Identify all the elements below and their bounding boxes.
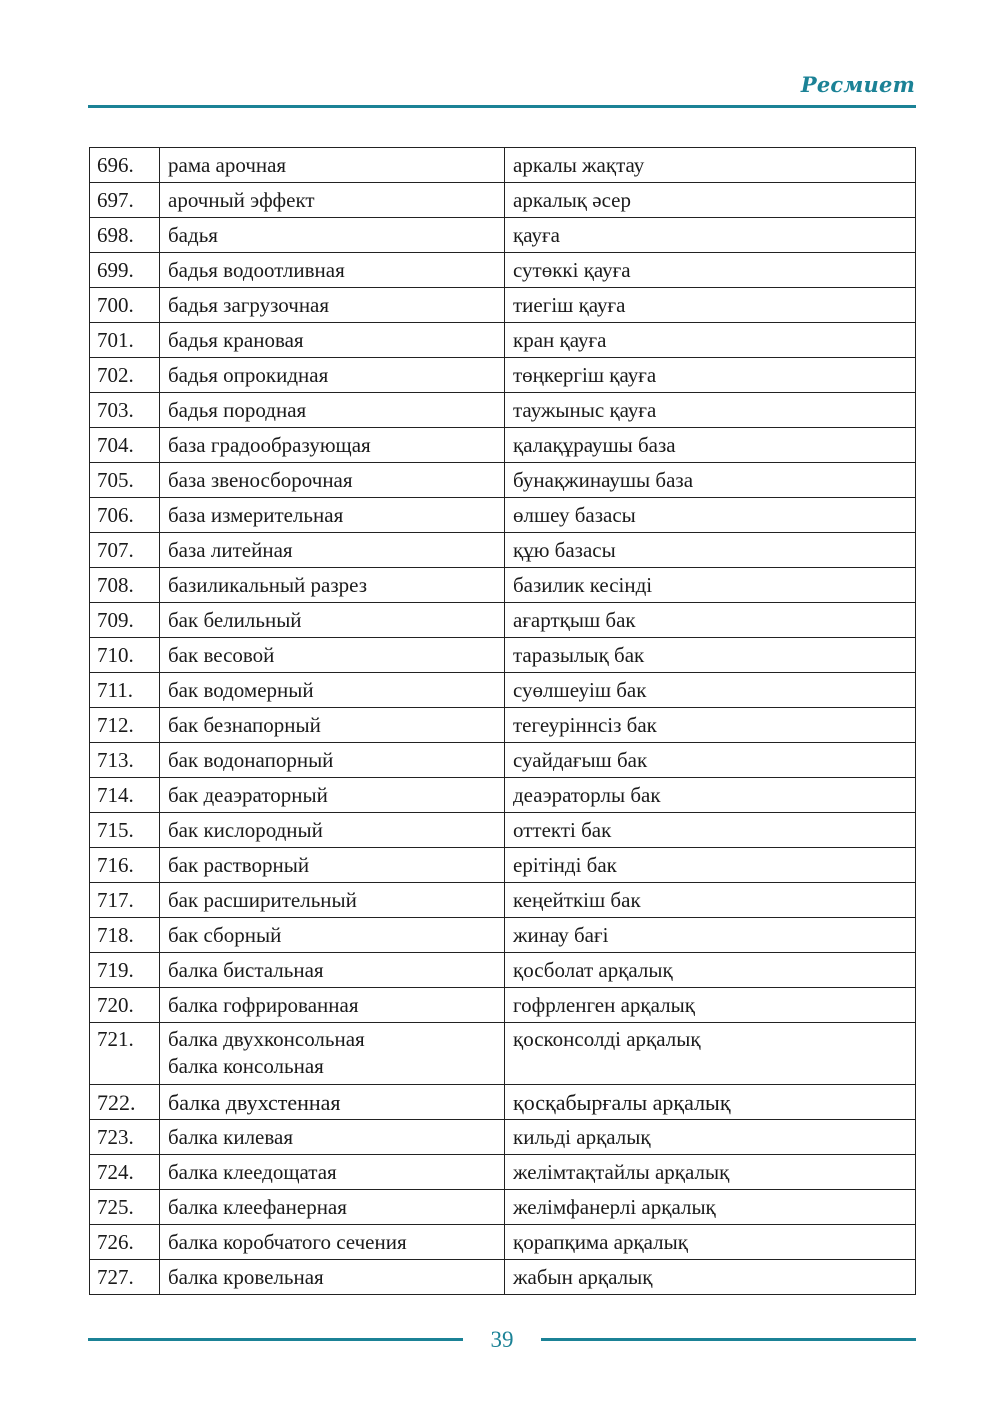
table-row: [90, 253, 916, 288]
russian-term: бак растворный: [168, 853, 310, 877]
russian-term: базиликальный разрез: [168, 573, 368, 597]
table-row: [90, 533, 916, 568]
table-row: [90, 988, 916, 1023]
russian-term: бадья крановая: [168, 328, 304, 352]
entry-number: 710.: [90, 638, 160, 673]
kazakh-term: қалақұраушы база: [505, 428, 916, 463]
russian-term-cell: [160, 1260, 505, 1295]
entry-number: 718.: [90, 918, 160, 953]
russian-term: бадья: [168, 223, 218, 247]
glossary-body: [90, 148, 916, 1295]
kazakh-term: базилик кесінді: [505, 568, 916, 603]
entry-number: 696.: [90, 148, 160, 183]
russian-term-cell: [160, 1225, 505, 1260]
entry-number: 706.: [90, 498, 160, 533]
table-row: [90, 568, 916, 603]
entry-number: 699.: [90, 253, 160, 288]
table-row: [90, 1085, 916, 1120]
header-rule: [88, 105, 916, 108]
russian-term: балка коробчатого сечения: [168, 1230, 407, 1254]
russian-term-cell: [160, 1190, 505, 1225]
entry-number: 709.: [90, 603, 160, 638]
table-row: [90, 218, 916, 253]
kazakh-term: деаэраторлы бак: [505, 778, 916, 813]
kazakh-term: ағартқыш бак: [505, 603, 916, 638]
kazakh-term: аркалы жақтау: [505, 148, 916, 183]
russian-term-cell: [160, 638, 505, 673]
entry-number: 703.: [90, 393, 160, 428]
russian-term-cell: [160, 1085, 505, 1120]
russian-term: бадья загрузочная: [168, 293, 330, 317]
russian-term: бак деаэраторный: [168, 783, 328, 807]
russian-term-cell: [160, 603, 505, 638]
russian-term-cell: [160, 1120, 505, 1155]
footer-rule-right: [541, 1338, 916, 1341]
kazakh-term: өлшеу базасы: [505, 498, 916, 533]
russian-term: балка двухстенная: [168, 1090, 341, 1115]
russian-term-cell: [160, 883, 505, 918]
footer-rule-left: [88, 1338, 463, 1341]
table-row: [90, 883, 916, 918]
russian-term-cell: [160, 498, 505, 533]
table-row: [90, 708, 916, 743]
kazakh-term: қосконсолді арқалық: [505, 1023, 916, 1085]
table-row: [90, 953, 916, 988]
entry-number: 712.: [90, 708, 160, 743]
kazakh-term: кильді арқалық: [505, 1120, 916, 1155]
entry-number: 698.: [90, 218, 160, 253]
entry-number: 708.: [90, 568, 160, 603]
entry-number: 721.: [90, 1023, 160, 1085]
russian-term-cell: [160, 1155, 505, 1190]
entry-number: 723.: [90, 1120, 160, 1155]
russian-term-cell: [160, 358, 505, 393]
kazakh-term: желімфанерлі арқалық: [505, 1190, 916, 1225]
russian-term: бак сборный: [168, 923, 282, 947]
table-row: [90, 638, 916, 673]
russian-term-cell: [160, 183, 505, 218]
entry-number: 713.: [90, 743, 160, 778]
kazakh-term: қорапқима арқалық: [505, 1225, 916, 1260]
russian-term: бак кислородный: [168, 818, 323, 842]
kazakh-term: сутөккі қауға: [505, 253, 916, 288]
kazakh-term: суөлшеуіш бак: [505, 673, 916, 708]
entry-number: 726.: [90, 1225, 160, 1260]
kazakh-term: қосқабырғалы арқалық: [505, 1085, 916, 1120]
entry-number: 722.: [90, 1085, 160, 1120]
kazakh-term: төңкергіш қауға: [505, 358, 916, 393]
kazakh-term: таужыныс қауға: [505, 393, 916, 428]
russian-term: бак водонапорный: [168, 748, 334, 772]
russian-term: база градообразующая: [168, 433, 371, 457]
russian-term: бак водомерный: [168, 678, 314, 702]
table-row: [90, 1155, 916, 1190]
russian-term: бак расширительный: [168, 888, 357, 912]
russian-term: база литейная: [168, 538, 293, 562]
russian-term-cell: [160, 743, 505, 778]
entry-number: 715.: [90, 813, 160, 848]
russian-term: балка клеефанерная: [168, 1195, 347, 1219]
entry-number: 711.: [90, 673, 160, 708]
table-row: [90, 288, 916, 323]
table-row: [90, 673, 916, 708]
kazakh-term: кран қауға: [505, 323, 916, 358]
entry-number: 702.: [90, 358, 160, 393]
russian-term-cell: [160, 568, 505, 603]
kazakh-term: гофрленген арқалық: [505, 988, 916, 1023]
table-row: [90, 498, 916, 533]
kazakh-term: тиегіш қауға: [505, 288, 916, 323]
russian-term-cell: [160, 218, 505, 253]
russian-term-cell: [160, 428, 505, 463]
russian-term: бак безнапорный: [168, 713, 321, 737]
russian-term: балка кровельная: [168, 1265, 324, 1289]
russian-term-cell: [160, 323, 505, 358]
entry-number: 704.: [90, 428, 160, 463]
russian-term-cell: [160, 988, 505, 1023]
kazakh-term: тегеуріннсіз бак: [505, 708, 916, 743]
table-row: [90, 603, 916, 638]
kazakh-term: қауға: [505, 218, 916, 253]
entry-number: 725.: [90, 1190, 160, 1225]
table-row: [90, 393, 916, 428]
russian-term-cell: [160, 533, 505, 568]
entry-number: 717.: [90, 883, 160, 918]
russian-term-cell: [160, 253, 505, 288]
page-number: 39: [490, 1327, 514, 1352]
russian-term-cell: [160, 1023, 505, 1085]
table-row: [90, 1225, 916, 1260]
table-row: [90, 918, 916, 953]
glossary-table: [89, 147, 916, 1295]
entry-number: 700.: [90, 288, 160, 323]
table-row: [90, 148, 916, 183]
kazakh-term: аркалық әсер: [505, 183, 916, 218]
entry-number: 719.: [90, 953, 160, 988]
kazakh-term: бунақжинаушы база: [505, 463, 916, 498]
russian-term: бадья опрокидная: [168, 363, 329, 387]
table-row: [90, 1260, 916, 1295]
russian-term-cell: [160, 953, 505, 988]
russian-term: бак весовой: [168, 643, 275, 667]
entry-number: 724.: [90, 1155, 160, 1190]
running-head: Ресмиет: [800, 72, 915, 97]
kazakh-term: кеңейткіш бак: [505, 883, 916, 918]
kazakh-term: суайдағыш бак: [505, 743, 916, 778]
kazakh-term: таразылық бак: [505, 638, 916, 673]
entry-number: 727.: [90, 1260, 160, 1295]
russian-term-cell: [160, 918, 505, 953]
table-row: [90, 183, 916, 218]
kazakh-term: желімтақтайлы арқалық: [505, 1155, 916, 1190]
entry-number: 697.: [90, 183, 160, 218]
entry-number: 707.: [90, 533, 160, 568]
russian-term: бадья водоотливная: [168, 258, 345, 282]
russian-term-cell: [160, 813, 505, 848]
table-row: [90, 848, 916, 883]
russian-term: бадья породная: [168, 398, 307, 422]
kazakh-term: оттекті бак: [505, 813, 916, 848]
russian-term: база измерительная: [168, 503, 344, 527]
russian-term: рама арочная: [168, 153, 287, 177]
entry-number: 714.: [90, 778, 160, 813]
russian-term: балка консольная: [168, 1054, 324, 1078]
russian-term: балка гофрированная: [168, 993, 359, 1017]
table-row: [90, 428, 916, 463]
table-row: [90, 778, 916, 813]
russian-term-cell: [160, 673, 505, 708]
kazakh-term: жинау бағі: [505, 918, 916, 953]
entry-number: 705.: [90, 463, 160, 498]
kazakh-term: құю базасы: [505, 533, 916, 568]
entry-number: 716.: [90, 848, 160, 883]
entry-number: 720.: [90, 988, 160, 1023]
russian-term: бак белильный: [168, 608, 302, 632]
russian-term-cell: [160, 708, 505, 743]
table-row: [90, 743, 916, 778]
russian-term: балка килевая: [168, 1125, 293, 1149]
entry-number: 701.: [90, 323, 160, 358]
table-row: [90, 1190, 916, 1225]
russian-term: арочный эффект: [168, 188, 315, 212]
russian-term-cell: [160, 778, 505, 813]
table-row: [90, 323, 916, 358]
table-row: [90, 463, 916, 498]
russian-term-cell: [160, 393, 505, 428]
table-row: [90, 358, 916, 393]
russian-term: балка клеедощатая: [168, 1160, 337, 1184]
russian-term-cell: [160, 463, 505, 498]
table-row: [90, 1023, 916, 1085]
table-row: [90, 813, 916, 848]
kazakh-term: қосболат арқалық: [505, 953, 916, 988]
russian-term-cell: [160, 288, 505, 323]
table-row: [90, 1120, 916, 1155]
russian-term-cell: [160, 848, 505, 883]
russian-term: балка двухконсольная: [168, 1027, 365, 1051]
russian-term: база звеносборочная: [168, 468, 353, 492]
kazakh-term: ерітінді бак: [505, 848, 916, 883]
russian-term: балка бистальная: [168, 958, 324, 982]
russian-term-cell: [160, 148, 505, 183]
kazakh-term: жабын арқалық: [505, 1260, 916, 1295]
